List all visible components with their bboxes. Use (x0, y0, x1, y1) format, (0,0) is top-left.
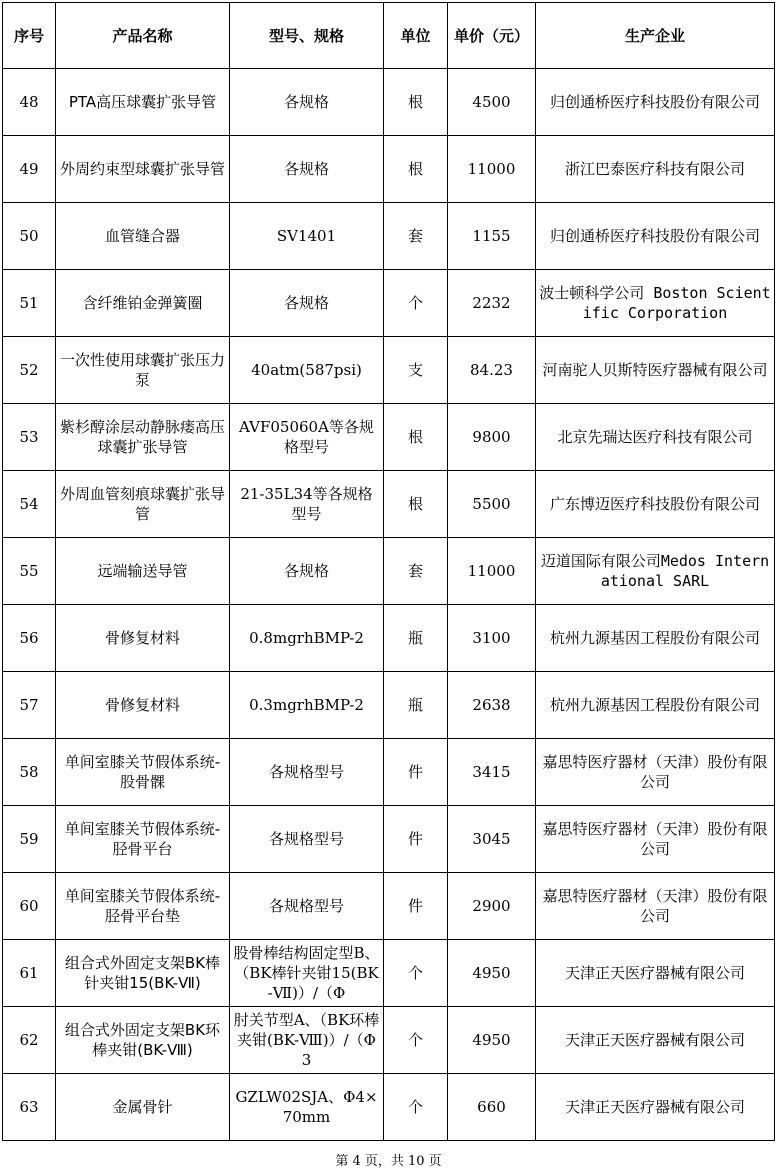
cell-manufacturer (536, 940, 775, 1007)
header-spec: 型号、规格 (230, 3, 384, 69)
cell-seq-text: 61 (19, 964, 39, 982)
cell-product-name-text: 骨修复材料 (104, 696, 180, 714)
cell-price (448, 940, 536, 1007)
cell-seq (3, 404, 56, 471)
cell-spec-text: 0.8mgrhBMP-2 (249, 629, 364, 647)
cell-unit-text: 套 (407, 227, 423, 245)
cell-unit-text: 瓶 (407, 629, 423, 647)
table-row (3, 69, 775, 136)
cell-spec-text: 40atm(587psi) (251, 361, 362, 379)
cell-product-name-text: 骨修复材料 (104, 629, 180, 647)
cell-manufacturer-text: 波士顿科学公司 Boston Scientific Corporation (539, 284, 771, 322)
cell-seq-text: 55 (19, 562, 39, 580)
table-row (3, 739, 775, 806)
cell-price (448, 538, 536, 605)
cell-product-name (56, 1074, 230, 1141)
cell-unit (384, 873, 448, 940)
cell-unit (384, 739, 448, 806)
cell-product-name (56, 873, 230, 940)
cell-manufacturer-text: 归创通桥医疗科技股份有限公司 (549, 93, 760, 111)
header-manufacturer: 生产企业 (536, 3, 775, 69)
cell-product-name-text: 单间室膝关节假体系统-胫骨平台 (64, 820, 221, 858)
cell-spec-text: AVF05060A等各规格型号 (239, 418, 374, 456)
cell-spec (230, 538, 384, 605)
cell-manufacturer-text: 河南驼人贝斯特医疗器械有限公司 (542, 361, 768, 379)
cell-unit-text: 件 (407, 830, 423, 848)
table-row (3, 203, 775, 270)
cell-manufacturer (536, 873, 775, 940)
cell-unit (384, 404, 448, 471)
cell-product-name-text: 单间室膝关节假体系统-胫骨平台垫 (64, 887, 221, 925)
cell-unit-text: 个 (407, 964, 423, 982)
cell-seq (3, 1007, 56, 1074)
cell-manufacturer-text: 嘉思特医疗器材（天津）股份有限公司 (542, 820, 768, 858)
cell-manufacturer-text: 嘉思特医疗器材（天津）股份有限公司 (542, 753, 768, 791)
cell-product-name-text: 单间室膝关节假体系统-股骨髁 (64, 753, 221, 791)
table-row (3, 806, 775, 873)
cell-unit-text: 件 (407, 763, 423, 781)
cell-unit-text: 根 (407, 495, 423, 513)
cell-unit (384, 672, 448, 739)
cell-spec-text: 各规格型号 (268, 897, 344, 915)
cell-seq (3, 471, 56, 538)
cell-unit (384, 69, 448, 136)
cell-manufacturer-text: 天津正天医疗器械有限公司 (564, 1098, 745, 1116)
cell-product-name (56, 337, 230, 404)
cell-manufacturer-text: 杭州九源基因工程股份有限公司 (549, 696, 760, 714)
cell-product-name (56, 69, 230, 136)
cell-price (448, 203, 536, 270)
cell-unit-text: 支 (407, 361, 423, 379)
cell-seq (3, 337, 56, 404)
cell-product-name-text: 远端输送导管 (97, 562, 188, 580)
cell-seq-text: 57 (19, 696, 39, 714)
cell-unit-text: 个 (407, 294, 423, 312)
cell-seq (3, 672, 56, 739)
cell-manufacturer (536, 69, 775, 136)
cell-unit (384, 605, 448, 672)
cell-price-text: 2638 (472, 696, 511, 714)
cell-price-text: 9800 (472, 428, 511, 446)
cell-product-name (56, 672, 230, 739)
cell-product-name (56, 404, 230, 471)
cell-spec (230, 337, 384, 404)
header-product-name: 产品名称 (56, 3, 230, 69)
cell-spec (230, 806, 384, 873)
table-row (3, 1007, 775, 1074)
table-header-row (3, 3, 775, 69)
cell-spec (230, 471, 384, 538)
cell-product-name (56, 1007, 230, 1074)
cell-seq (3, 136, 56, 203)
cell-spec-text: 各规格 (283, 294, 329, 312)
cell-seq (3, 69, 56, 136)
cell-price (448, 806, 536, 873)
cell-price-text: 2232 (472, 294, 511, 312)
cell-manufacturer (536, 739, 775, 806)
cell-product-name (56, 203, 230, 270)
cell-manufacturer-text: 嘉思特医疗器材（天津）股份有限公司 (542, 887, 768, 925)
table-row (3, 1074, 775, 1141)
cell-manufacturer (536, 136, 775, 203)
cell-unit (384, 806, 448, 873)
cell-seq-text: 52 (19, 361, 39, 379)
cell-unit-text: 个 (407, 1098, 423, 1116)
cell-manufacturer-text: 归创通桥医疗科技股份有限公司 (549, 227, 760, 245)
cell-price (448, 136, 536, 203)
cell-price-text: 3415 (472, 763, 511, 781)
cell-product-name (56, 538, 230, 605)
cell-manufacturer-text: 天津正天医疗器械有限公司 (564, 964, 745, 982)
cell-seq-text: 49 (19, 160, 39, 178)
cell-manufacturer (536, 672, 775, 739)
cell-product-name (56, 270, 230, 337)
cell-price (448, 1007, 536, 1074)
cell-product-name-text: 外周约束型球囊扩张导管 (59, 160, 225, 178)
cell-manufacturer (536, 1007, 775, 1074)
table-row (3, 136, 775, 203)
cell-price (448, 672, 536, 739)
cell-product-name-text: PTA高压球囊扩张导管 (68, 93, 217, 111)
cell-seq (3, 538, 56, 605)
cell-spec (230, 672, 384, 739)
table-row (3, 404, 775, 471)
cell-unit-text: 个 (407, 1031, 423, 1049)
cell-spec-text: 各规格型号 (268, 763, 344, 781)
cell-spec (230, 940, 384, 1007)
cell-manufacturer-text: 杭州九源基因工程股份有限公司 (549, 629, 760, 647)
cell-spec (230, 203, 384, 270)
cell-spec (230, 873, 384, 940)
cell-unit-text: 套 (407, 562, 423, 580)
cell-product-name (56, 739, 230, 806)
cell-product-name-text: 血管缝合器 (104, 227, 180, 245)
cell-seq-text: 51 (19, 294, 39, 312)
cell-price-text: 5500 (472, 495, 511, 513)
cell-spec (230, 605, 384, 672)
cell-product-name-text: 金属骨针 (112, 1098, 173, 1116)
cell-manufacturer (536, 1074, 775, 1141)
cell-seq (3, 203, 56, 270)
cell-price-text: 2900 (472, 897, 511, 915)
cell-unit-text: 根 (407, 160, 423, 178)
cell-price-text: 4950 (472, 1031, 511, 1049)
cell-manufacturer (536, 538, 775, 605)
cell-price-text: 1155 (472, 227, 511, 245)
cell-seq-text: 54 (19, 495, 39, 513)
cell-product-name (56, 940, 230, 1007)
cell-price-text: 3045 (472, 830, 511, 848)
cell-product-name (56, 806, 230, 873)
cell-seq (3, 1074, 56, 1141)
table-row (3, 471, 775, 538)
cell-manufacturer-text: 浙江巴泰医疗科技有限公司 (564, 160, 745, 178)
cell-product-name (56, 471, 230, 538)
cell-seq (3, 940, 56, 1007)
cell-seq-text: 60 (19, 897, 39, 915)
cell-price (448, 873, 536, 940)
cell-spec (230, 270, 384, 337)
table-row (3, 538, 775, 605)
table-row (3, 605, 775, 672)
cell-spec-text: SV1401 (276, 227, 337, 245)
table-row (3, 873, 775, 940)
table-row (3, 270, 775, 337)
cell-spec (230, 69, 384, 136)
cell-price (448, 337, 536, 404)
cell-spec (230, 404, 384, 471)
cell-spec-text: 各规格型号 (268, 830, 344, 848)
cell-seq-text: 50 (19, 227, 39, 245)
cell-unit (384, 940, 448, 1007)
cell-spec-text: 肘关节型A、（BK环棒夹钳(BK-Ⅷ)）/（Φ3 (233, 1011, 380, 1069)
table-row (3, 337, 775, 404)
cell-seq (3, 739, 56, 806)
cell-price-text: 4950 (472, 964, 511, 982)
table-body (3, 69, 775, 1141)
cell-seq-text: 56 (19, 629, 39, 647)
cell-spec (230, 136, 384, 203)
cell-manufacturer-text: 广东博迈医疗科技股份有限公司 (549, 495, 760, 513)
header-unit: 单位 (384, 3, 448, 69)
cell-spec-text: 0.3mgrhBMP-2 (249, 696, 364, 714)
cell-unit-text: 根 (407, 93, 423, 111)
header-price: 单价（元） (448, 3, 536, 69)
cell-seq-text: 62 (19, 1031, 39, 1049)
header-seq: 序号 (3, 3, 56, 69)
cell-price-text: 11000 (467, 160, 516, 178)
table-row (3, 672, 775, 739)
cell-seq (3, 270, 56, 337)
cell-unit-text: 瓶 (407, 696, 423, 714)
cell-manufacturer-text: 迈道国际有限公司Medos International SARL (540, 552, 770, 590)
cell-unit (384, 270, 448, 337)
table-row (3, 940, 775, 1007)
cell-price-text: 660 (477, 1098, 506, 1116)
cell-spec (230, 1007, 384, 1074)
cell-manufacturer (536, 270, 775, 337)
cell-price (448, 739, 536, 806)
cell-price (448, 471, 536, 538)
cell-unit (384, 471, 448, 538)
cell-price-text: 4500 (472, 93, 511, 111)
cell-product-name-text: 外周血管刻痕球囊扩张导管 (59, 485, 225, 523)
cell-spec (230, 739, 384, 806)
cell-manufacturer (536, 337, 775, 404)
cell-product-name-text: 组合式外固定支架BK棒针夹钳15(BK-Ⅶ) (64, 954, 221, 992)
cell-manufacturer-text: 天津正天医疗器械有限公司 (564, 1031, 745, 1049)
cell-seq (3, 873, 56, 940)
cell-price-text: 84.23 (470, 361, 513, 379)
cell-product-name-text: 含纤维铂金弹簧圈 (82, 294, 203, 312)
cell-spec-text: 各规格 (283, 160, 329, 178)
cell-unit (384, 1007, 448, 1074)
cell-seq-text: 63 (19, 1098, 39, 1116)
cell-spec-text: 各规格 (283, 93, 329, 111)
cell-seq-text: 53 (19, 428, 39, 446)
cell-product-name (56, 605, 230, 672)
cell-price (448, 69, 536, 136)
cell-price (448, 1074, 536, 1141)
cell-price (448, 270, 536, 337)
cell-product-name (56, 136, 230, 203)
cell-unit (384, 538, 448, 605)
cell-price-text: 3100 (472, 629, 511, 647)
cell-seq-text: 58 (19, 763, 39, 781)
price-table (2, 2, 775, 1141)
cell-unit (384, 337, 448, 404)
cell-unit (384, 1074, 448, 1141)
cell-unit-text: 件 (407, 897, 423, 915)
cell-seq (3, 806, 56, 873)
cell-seq (3, 605, 56, 672)
cell-manufacturer (536, 404, 775, 471)
cell-manufacturer (536, 605, 775, 672)
cell-manufacturer (536, 806, 775, 873)
cell-unit (384, 203, 448, 270)
cell-manufacturer (536, 471, 775, 538)
cell-manufacturer-text: 北京先瑞达医疗科技有限公司 (557, 428, 753, 446)
cell-price-text: 11000 (467, 562, 516, 580)
cell-spec-text: 各规格 (283, 562, 329, 580)
cell-spec-text: 21-35L34等各规格型号 (240, 485, 373, 523)
cell-spec-text: GZLW02SJA、Φ4×70mm (235, 1088, 378, 1126)
cell-unit-text: 根 (407, 428, 423, 446)
cell-seq-text: 59 (19, 830, 39, 848)
cell-unit (384, 136, 448, 203)
cell-product-name-text: 紫杉醇涂层动静脉瘘高压球囊扩张导管 (59, 418, 225, 456)
cell-manufacturer (536, 203, 775, 270)
cell-price (448, 605, 536, 672)
cell-price (448, 404, 536, 471)
cell-spec-text: 股骨棒结构固定型B、（BK棒针夹钳15(BK-Ⅶ)）/（Φ (233, 944, 380, 1002)
cell-spec (230, 1074, 384, 1141)
cell-product-name-text: 一次性使用球囊扩张压力泵 (59, 351, 225, 389)
cell-product-name-text: 组合式外固定支架BK环棒夹钳(BK-Ⅷ) (64, 1021, 221, 1059)
cell-seq-text: 48 (19, 93, 39, 111)
page-footer: 第 4 页，共 10 页 (335, 1154, 442, 1169)
